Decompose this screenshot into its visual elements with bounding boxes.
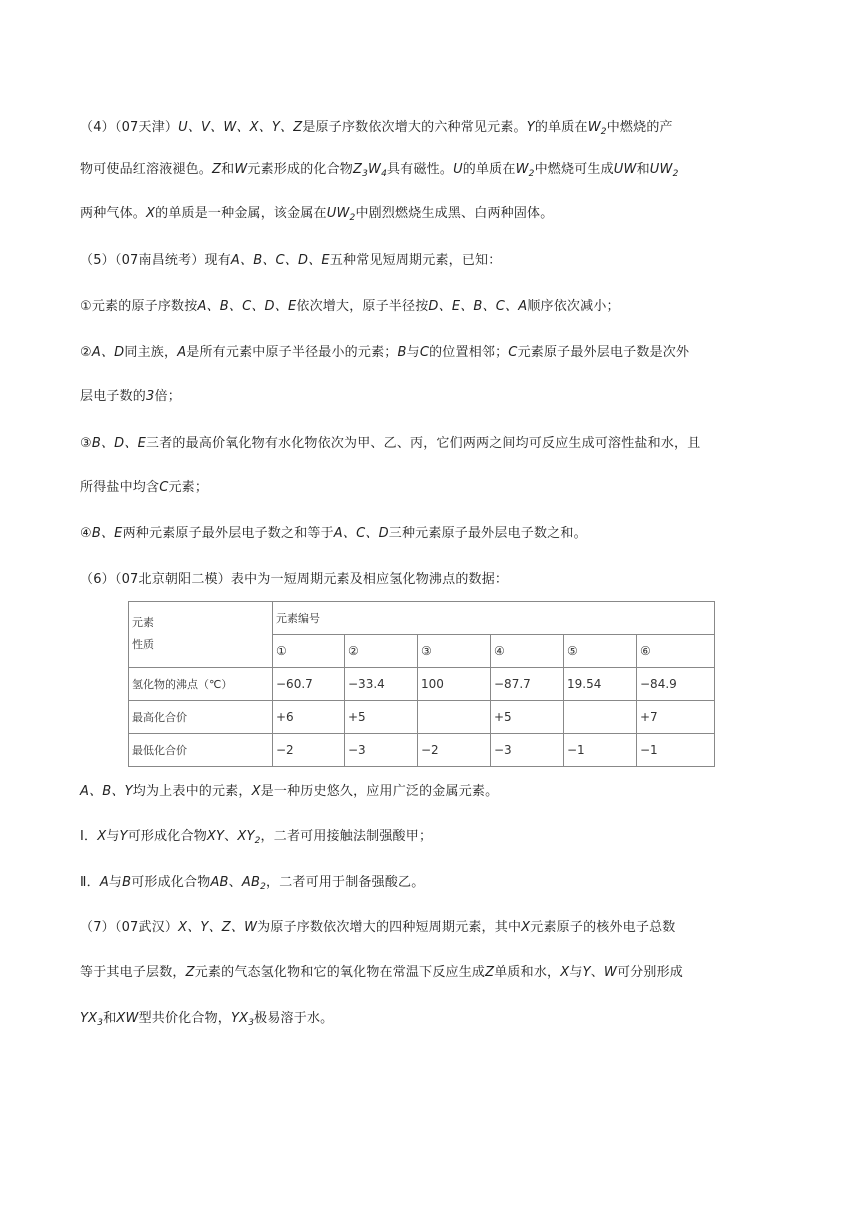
table-cell: −33.4 — [345, 668, 418, 701]
table-row — [129, 668, 715, 701]
q7-line-2: 等于其电子层数，Z元素的气态氢化物和它的氧化物在常温下反应生成Z单质和水，X与Y、W可分别形成 — [80, 965, 683, 980]
question-label: （4）（07天津） — [80, 120, 179, 135]
table-cell: −1 — [564, 734, 637, 767]
question-label: （6）（07北京朝阳二模）表中为一短周期元素及相应氢化物沸点的数据： — [80, 572, 509, 587]
question-label: （7）（07武汉） — [80, 920, 179, 935]
table-group-header: 元素编号 — [273, 602, 715, 635]
table-cell: −1 — [637, 734, 715, 767]
q5-line-1: （5）（07南昌统考）现有A、B、C、D、E五种常见短周期元素，已知： — [80, 253, 502, 268]
table-cell: 100 — [418, 668, 491, 701]
table-row — [129, 734, 715, 767]
q4-line-3: 两种气体。X的单质是一种金属，该金属在$UW_2$中剧烈燃烧生成黑、白两种固体。 — [80, 206, 554, 223]
q6-after-1: A、B、Y均为上表中的元素，X是一种历史悠久，应用广泛的金属元素。 — [80, 784, 499, 799]
element-id-cell: ③ — [418, 635, 491, 668]
table-cell — [418, 701, 491, 734]
table-header-row — [129, 602, 715, 635]
element-id-cell: ⑥ — [637, 635, 715, 668]
element-property-table — [128, 601, 715, 767]
q7-line-1: （7）（07武汉）X、Y、Z、W为原子序数依次增大的四种短周期元素，其中X元素原子的核外电子总数 — [80, 920, 676, 935]
table-cell: −60.7 — [273, 668, 345, 701]
q4-line-1: （4）（07天津）U、V、W、X、Y、Z是原子序数依次增大的六种常见元素。Y的单质在$W_2$中燃烧的产 — [80, 120, 673, 137]
table-cell: −3 — [491, 734, 564, 767]
q6-after-3: Ⅱ．A与B可形成化合物AB、$AB_2$，二者可用于制备强酸乙。 — [80, 875, 425, 892]
element-id-cell: ② — [345, 635, 418, 668]
q5-line-4: 层电子数的3倍； — [80, 389, 181, 404]
q5-line-5: ③B、D、E三者的最高价氧化物有水化物依次为甲、乙、丙，它们两两之间均可反应生成可溶性盐和水，且 — [80, 436, 701, 451]
table-cell: +5 — [345, 701, 418, 734]
table-cell: +5 — [491, 701, 564, 734]
table-corner-cell: 元素 性质 — [129, 602, 273, 668]
table-cell: −2 — [273, 734, 345, 767]
q4-line-2: 物可使品红溶液褪色。Z和W元素形成的化合物$Z_3W_4$具有磁性。U的单质在$W_2$中燃烧可生成UW和$UW_2$ — [80, 162, 679, 179]
table-cell: −84.9 — [637, 668, 715, 701]
row-label: 最低化合价 — [129, 734, 273, 767]
table-cell: +6 — [273, 701, 345, 734]
table-cell: −87.7 — [491, 668, 564, 701]
q5-line-2: ①元素的原子序数按A、B、C、D、E依次增大，原子半径按D、E、B、C、A顺序依次减小； — [80, 299, 620, 314]
table-cell: +7 — [637, 701, 715, 734]
element-id-cell: ⑤ — [564, 635, 637, 668]
question-label: （5）（07南昌统考）现有 — [80, 253, 231, 268]
element-id-cell: ① — [273, 635, 345, 668]
row-label: 最高化合价 — [129, 701, 273, 734]
table-row — [129, 701, 715, 734]
table-cell: −3 — [345, 734, 418, 767]
element-id-cell: ④ — [491, 635, 564, 668]
q7-line-3: $YX_3$和XW型共价化合物，$YX_3$极易溶于水。 — [80, 1011, 334, 1028]
table-cell: 19.54 — [564, 668, 637, 701]
q5-line-6: 所得盐中均含C元素； — [80, 480, 209, 495]
q5-line-3: ②A、D同主族，A是所有元素中原子半径最小的元素；B与C的位置相邻；C元素原子最外层电子数是次外 — [80, 345, 690, 360]
table-cell: −2 — [418, 734, 491, 767]
q5-line-7: ④B、E两种元素原子最外层电子数之和等于A、C、D三种元素原子最外层电子数之和。 — [80, 526, 587, 541]
table-cell — [564, 701, 637, 734]
row-label: 氢化物的沸点（℃） — [129, 668, 273, 701]
q6-after-2: Ⅰ．X与Y可形成化合物XY、$XY_2$，二者可用接触法制强酸甲； — [80, 829, 433, 846]
q6-line-1 — [80, 570, 508, 590]
